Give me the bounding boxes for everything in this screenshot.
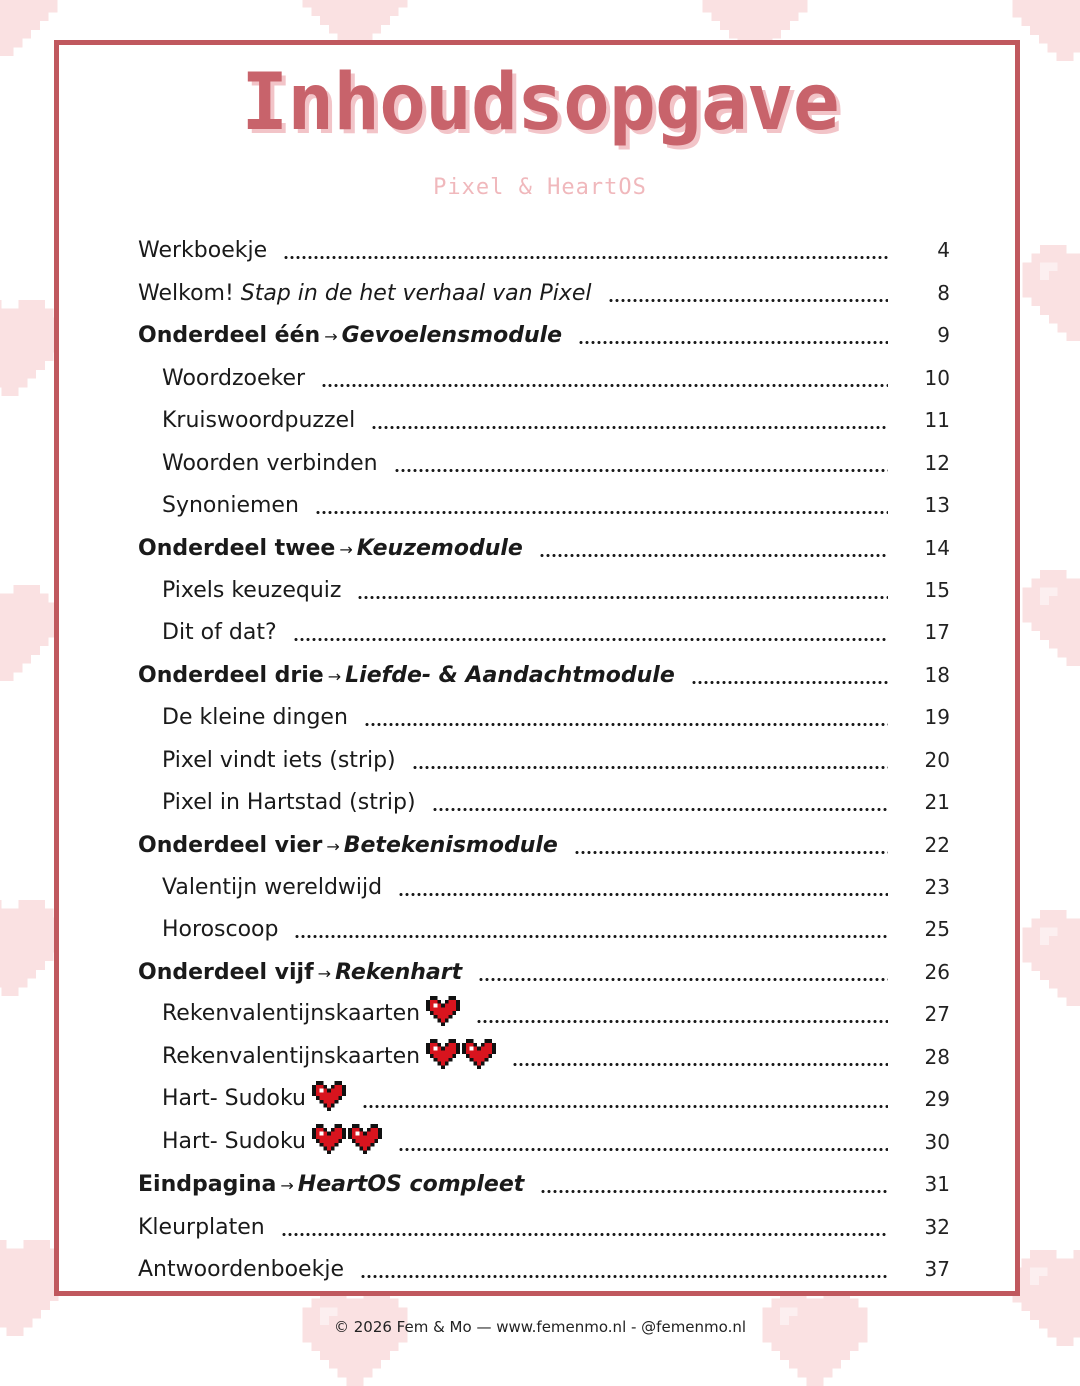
- toc-entry[interactable]: [138, 393, 950, 435]
- toc-entry-label-main: Welkom!: [138, 280, 234, 306]
- toc-section-name: Onderdeel drie: [138, 662, 324, 688]
- toc-entry-label: Valentijn wereldwijd: [162, 875, 383, 900]
- toc-section-name: Onderdeel twee: [138, 535, 336, 561]
- dot-leader: [315, 510, 888, 515]
- arrow-icon: →: [339, 539, 353, 559]
- toc-entry[interactable]: [138, 223, 950, 265]
- toc-entry-label: [162, 1039, 496, 1069]
- pixel-heart-icon: [312, 1124, 346, 1154]
- toc-section-name: Onderdeel vier: [138, 832, 323, 858]
- dot-leader: [539, 553, 888, 558]
- toc-section-entry[interactable]: [138, 308, 950, 350]
- background-heart-icon: [300, 1290, 410, 1386]
- dot-leader: [371, 425, 888, 430]
- toc-page-number: 11: [924, 408, 950, 433]
- toc-entry-label: Woorden verbinden: [162, 450, 378, 476]
- toc-section-module: Gevoelensmodule: [341, 323, 563, 349]
- toc-page-number: 10: [924, 365, 950, 390]
- toc-entry-label-text: Rekenvalentijnskaarten: [162, 1001, 421, 1027]
- toc-entry[interactable]: [138, 350, 950, 392]
- toc-entry-label: [162, 1124, 382, 1154]
- background-heart-icon: [1020, 910, 1080, 1006]
- page-subtitle: Pixel & HeartOS: [433, 175, 647, 200]
- dot-leader: [398, 1147, 888, 1152]
- toc-entry[interactable]: [138, 732, 950, 774]
- page-footer: © 2026 Fem & Mo — www.femenmo.nl - @femenmo.nl: [333, 1318, 747, 1336]
- dot-leader: [608, 298, 888, 303]
- arrow-icon: →: [317, 963, 332, 983]
- toc-page-number: 4: [937, 238, 950, 263]
- toc-entry-label: [162, 996, 460, 1026]
- toc-entry-label: Kleurplaten: [138, 1214, 265, 1240]
- toc-entry-label: Woordzoeker: [162, 365, 306, 391]
- toc-entry[interactable]: [138, 1072, 950, 1114]
- table-of-contents: [138, 223, 950, 1284]
- toc-section-label: [138, 325, 562, 347]
- toc-entry-label: Kruiswoordpuzzel: [162, 408, 356, 434]
- toc-page-number: 18: [924, 662, 950, 687]
- toc-entry-label-text: Hart- Sudoku: [162, 1086, 306, 1112]
- dot-leader: [412, 765, 888, 770]
- toc-section-entry[interactable]: [138, 520, 950, 562]
- toc-page-number: 32: [924, 1214, 950, 1239]
- dot-leader: [398, 892, 888, 897]
- pixel-heart-icon: [462, 1039, 496, 1069]
- toc-section-name: Onderdeel vijf: [138, 959, 314, 985]
- dot-leader: [283, 255, 888, 260]
- pixel-heart-icon: [426, 1039, 460, 1069]
- toc-page-number: 17: [924, 620, 950, 645]
- toc-page-number: 27: [924, 1002, 950, 1027]
- toc-entry-label-text: Hart- Sudoku: [162, 1128, 306, 1154]
- dot-leader: [574, 850, 888, 855]
- toc-entry-label: Pixel in Hartstad (strip): [162, 790, 416, 816]
- toc-page-number: 15: [924, 577, 950, 602]
- dot-leader: [432, 807, 888, 812]
- arrow-icon: →: [280, 1176, 294, 1196]
- dot-leader: [357, 595, 888, 600]
- toc-section-module: Liefde- & Aandachtmodule: [345, 662, 675, 688]
- toc-page-number: 25: [924, 917, 950, 942]
- toc-section-entry[interactable]: [138, 817, 950, 859]
- arrow-icon: →: [326, 836, 340, 856]
- toc-entry[interactable]: [138, 690, 950, 732]
- toc-entry[interactable]: [138, 563, 950, 605]
- toc-entry-label: [162, 1081, 346, 1111]
- toc-page-number: 14: [924, 535, 950, 560]
- toc-entry-label: Antwoordenboekje: [138, 1256, 344, 1282]
- toc-entry[interactable]: [138, 1199, 950, 1241]
- dot-leader: [540, 1189, 888, 1194]
- toc-entry-label: Werkboekje: [138, 238, 268, 264]
- dot-leader: [364, 722, 888, 727]
- toc-entry[interactable]: [138, 478, 950, 520]
- toc-section-module: Rekenhart: [335, 959, 463, 985]
- toc-entry-label: De kleine dingen: [162, 705, 348, 731]
- pixel-heart-icon: [312, 1081, 346, 1111]
- dot-leader: [281, 1232, 888, 1237]
- toc-section-label: [138, 662, 675, 688]
- toc-entry[interactable]: [138, 775, 950, 817]
- toc-page-number: 37: [924, 1256, 950, 1281]
- toc-section-name: Onderdeel één: [138, 323, 321, 349]
- toc-page-number: 22: [924, 832, 950, 857]
- toc-section-entry[interactable]: [138, 1157, 950, 1199]
- toc-page-number: 30: [924, 1129, 950, 1154]
- toc-page-number: 8: [937, 280, 950, 305]
- toc-entry[interactable]: [138, 1242, 950, 1284]
- background-heart-icon: [760, 1290, 870, 1386]
- dot-leader: [321, 383, 888, 388]
- pixel-heart-icon: [348, 1124, 382, 1154]
- dot-leader: [394, 468, 888, 473]
- dot-leader: [691, 680, 888, 685]
- toc-page-number: 28: [924, 1044, 950, 1069]
- toc-section-module: Betekenismodule: [343, 832, 558, 858]
- toc-section-entry[interactable]: [138, 944, 950, 986]
- toc-page-number: 9: [937, 323, 950, 348]
- toc-entry-label-text: Rekenvalentijnskaarten: [162, 1043, 421, 1069]
- toc-entry-label: Pixels keuzequiz: [162, 577, 342, 603]
- background-heart-icon: [1020, 570, 1080, 666]
- background-heart-icon: [0, 585, 60, 681]
- dot-leader: [578, 340, 888, 345]
- toc-entry[interactable]: [138, 1114, 950, 1156]
- toc-section-label: [138, 1174, 524, 1196]
- dot-leader: [293, 637, 888, 642]
- toc-entry[interactable]: [138, 1029, 950, 1071]
- toc-entry-label: [138, 280, 592, 306]
- page-title: Inhoudsopgave: [241, 58, 839, 148]
- toc-page-number: 19: [924, 705, 950, 730]
- toc-entry[interactable]: [138, 605, 950, 647]
- toc-section-label: [138, 959, 463, 985]
- toc-entry-label-emphasis: Stap in de het verhaal van Pixel: [240, 280, 592, 306]
- toc-entry-label: Pixel vindt iets (strip): [162, 747, 396, 773]
- dot-leader: [294, 934, 888, 939]
- toc-page-number: 23: [924, 875, 950, 899]
- toc-page-number: 13: [924, 493, 950, 518]
- toc-page-number: 29: [924, 1087, 950, 1112]
- toc-entry[interactable]: [138, 435, 950, 477]
- toc-page-number: 20: [924, 747, 950, 772]
- toc-section-label: [138, 535, 523, 561]
- toc-entry-label: Horoscoop: [162, 917, 279, 943]
- dot-leader: [478, 977, 888, 982]
- background-heart-icon: [1020, 245, 1080, 341]
- toc-entry-label: Synoniemen: [162, 493, 299, 519]
- dot-leader: [360, 1274, 888, 1279]
- dot-leader: [512, 1062, 888, 1067]
- pixel-heart-icon: [426, 996, 460, 1026]
- toc-section-name: Eindpagina: [138, 1172, 277, 1198]
- toc-section-entry[interactable]: [138, 647, 950, 689]
- arrow-icon: →: [327, 666, 342, 686]
- background-heart-icon: [1010, 0, 1080, 61]
- toc-entry-label: Dit of dat?: [162, 620, 277, 646]
- background-heart-icon: [0, 0, 60, 56]
- toc-entry[interactable]: [138, 265, 950, 307]
- toc-section-label: [138, 832, 558, 858]
- dot-leader: [476, 1019, 888, 1024]
- toc-page-number: 31: [924, 1172, 950, 1197]
- toc-page-number: 21: [924, 790, 950, 815]
- toc-entry[interactable]: [138, 902, 950, 944]
- toc-page-number: 12: [924, 450, 950, 475]
- dot-leader: [362, 1104, 888, 1109]
- toc-section-module: HeartOS compleet: [297, 1172, 525, 1198]
- toc-section-module: Keuzemodule: [356, 535, 523, 561]
- toc-entry[interactable]: [138, 987, 950, 1029]
- toc-entry[interactable]: [138, 860, 950, 902]
- arrow-icon: →: [324, 327, 338, 347]
- toc-page-number: 26: [924, 959, 950, 984]
